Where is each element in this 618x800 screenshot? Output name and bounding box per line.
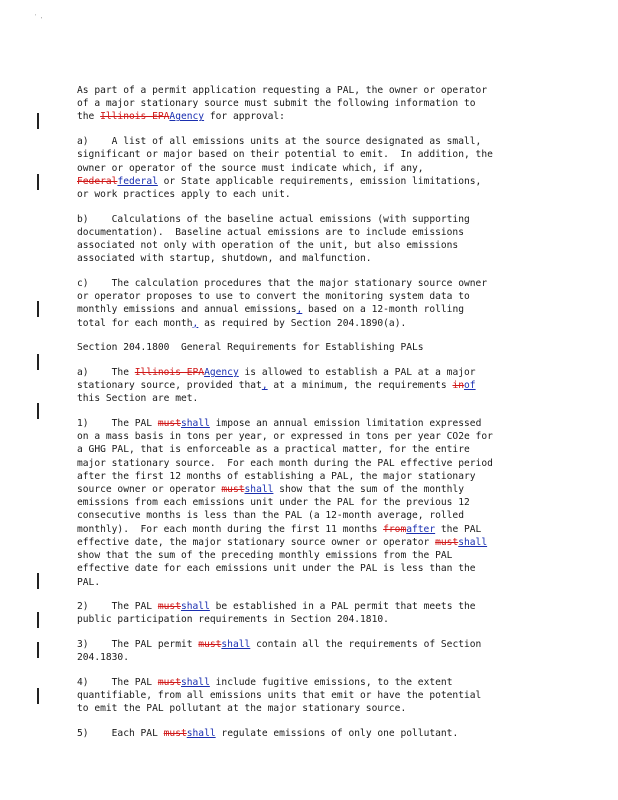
text-line [77, 84, 552, 97]
text-segment: to emit the PAL pollutant at the major stationary source. [77, 703, 407, 715]
text-segment: associated not only with operation of the unit, but also emissions [77, 240, 459, 252]
text-segment: quantifiable, from all emissions units that emit or have the potential [77, 690, 482, 702]
text-segment: show that the sum of the monthly [273, 484, 465, 496]
text-line [77, 536, 552, 549]
inserted-text: shall [180, 418, 210, 430]
text-line [77, 470, 552, 483]
text-segment: or operator proposes to use to convert the monitoring system data to [77, 291, 470, 303]
text-line [77, 549, 552, 562]
text-line [77, 303, 552, 316]
text-segment: impose an annual emission limitation expressed [209, 418, 482, 430]
text-segment: include fugitive emissions, to the extent [209, 677, 453, 689]
paragraph [77, 84, 552, 124]
text-line [77, 213, 552, 226]
text-line [77, 239, 552, 252]
change-bar [37, 612, 39, 628]
text-segment: show that the sum of the preceding monthly emissions from the PAL [77, 550, 453, 562]
inserted-text: shall [458, 536, 488, 548]
text-segment: documentation). Baseline actual emissions are to include emissions [77, 226, 464, 238]
text-segment: for approval: [204, 111, 285, 123]
text-segment: PAL. [77, 576, 101, 588]
text-segment: c) The calculation procedures that the major stationary source owner [77, 277, 488, 289]
text-segment: significant or major based on their potential to emit. In addition, the [77, 149, 493, 161]
text-line [77, 135, 552, 148]
change-bar [37, 573, 39, 589]
deleted-text: from [383, 523, 407, 535]
text-line [77, 97, 552, 110]
change-bar [37, 301, 39, 317]
text-segment: effective date for each emissions unit under the PAL is less than the [77, 563, 476, 575]
text-segment: after the first 12 months of establishing a PAL, the major stationary [77, 470, 476, 482]
text-segment: a) A list of all emissions units at the source designated as small, [77, 136, 482, 148]
text-line [77, 162, 552, 175]
text-segment: associated with startup, shutdown, and malfunction. [77, 253, 372, 265]
text-segment: 4) The PAL [77, 677, 158, 689]
paragraph [77, 366, 552, 406]
inserted-text: shall [221, 639, 251, 651]
text-segment: stationary source, provided that [77, 380, 262, 392]
text-line [77, 226, 552, 239]
text-segment: be established in a PAL permit that meets the [209, 601, 476, 613]
text-segment: regulate emissions of only one pollutant. [215, 728, 459, 740]
text-line [77, 379, 552, 392]
deleted-text: must [157, 677, 181, 689]
text-segment: as required by Section 204.1890(a). [198, 317, 407, 329]
text-line [77, 148, 552, 161]
paragraph [77, 676, 552, 716]
text-line [77, 651, 552, 664]
inserted-text: , [261, 380, 268, 392]
text-segment: is allowed to establish a PAL at a major [238, 366, 476, 378]
text-segment: or work practices apply to each unit. [77, 188, 291, 200]
text-segment: 2) The PAL [77, 601, 158, 613]
text-segment: public participation requirements in Section 204.1810. [77, 614, 389, 626]
deleted-text: must [163, 728, 187, 740]
inserted-text: of [464, 380, 476, 392]
text-segment: source owner or operator [77, 484, 222, 496]
text-segment: monthly emissions and annual emissions [77, 304, 297, 316]
text-line [77, 523, 552, 536]
text-segment: total for each month [77, 317, 193, 329]
text-segment: 3) The PAL permit [77, 639, 199, 651]
text-line [77, 509, 552, 522]
text-line [77, 457, 552, 470]
text-segment: 204.1830. [77, 652, 129, 664]
text-line [77, 252, 552, 265]
text-line [77, 317, 552, 330]
text-line [77, 727, 552, 740]
text-segment: or State applicable requirements, emission limitations, [157, 175, 482, 187]
corner-marks: ' , [34, 14, 44, 20]
paragraph [77, 638, 552, 664]
text-segment: 5) Each PAL [77, 728, 164, 740]
text-line [77, 341, 552, 354]
paragraph [77, 213, 552, 266]
text-segment: As part of a permit application requesting a PAL, the owner or operator [77, 85, 488, 96]
change-bar [37, 688, 39, 704]
text-line [77, 702, 552, 715]
text-segment: based on a 12-month rolling [302, 304, 465, 316]
text-segment: of a major stationary source must submit the following information to [77, 98, 476, 110]
change-bar [37, 113, 39, 129]
text-segment: emissions from each emissions unit under the PAL for the previous 12 [77, 497, 470, 509]
deleted-text: must [157, 418, 181, 430]
paragraph [77, 277, 552, 330]
text-segment: on a mass basis in tons per year, or expressed in tons per year CO2e for [77, 431, 493, 443]
deleted-text: must [221, 484, 245, 496]
text-segment: a GHG PAL, that is enforceable as a practical matter, for the entire [77, 444, 470, 456]
inserted-text: after [406, 523, 436, 535]
document-body [77, 84, 552, 752]
text-segment: Section 204.1800 General Requirements for Establishing PALs [77, 342, 424, 354]
text-line [77, 676, 552, 689]
deleted-text: Illinois EPA [100, 111, 170, 123]
change-bar [37, 642, 39, 658]
text-line [77, 689, 552, 702]
inserted-text: , [192, 317, 199, 329]
deleted-text: must [198, 639, 222, 651]
text-line [77, 576, 552, 589]
text-line [77, 175, 552, 188]
text-segment: contain all the requirements of Section [250, 639, 482, 651]
deleted-text: Illinois EPA [134, 366, 205, 378]
text-segment: a) The [77, 366, 135, 378]
text-line [77, 600, 552, 613]
text-segment: monthly). For each month during the first 11 months [77, 523, 384, 535]
text-line [77, 417, 552, 430]
inserted-text: shall [244, 484, 274, 496]
text-segment: the PAL [435, 523, 482, 535]
text-line [77, 277, 552, 290]
text-segment: effective date, the major stationary source owner or operator [77, 536, 436, 548]
inserted-text: federal [117, 175, 158, 187]
deleted-text: must [435, 536, 459, 548]
inserted-text: shall [180, 677, 210, 689]
change-bar [37, 403, 39, 419]
text-line [77, 638, 552, 651]
inserted-text: , [296, 304, 303, 316]
deleted-text: must [157, 601, 181, 613]
text-line [77, 562, 552, 575]
text-segment: b) Calculations of the baseline actual emissions (with supporting [77, 213, 470, 225]
text-line [77, 188, 552, 201]
paragraph [77, 727, 552, 740]
paragraph [77, 417, 552, 589]
inserted-text: shall [180, 601, 210, 613]
text-line [77, 430, 552, 443]
text-segment: 1) The PAL [77, 418, 158, 430]
paragraph [77, 600, 552, 626]
deleted-text: in [452, 380, 465, 392]
text-segment: consecutive months is less than the PAL (a 12-month average, rolled [77, 510, 464, 522]
text-segment: major stationary source. For each month during the PAL effective period [77, 457, 493, 469]
paragraph [77, 341, 552, 354]
text-line [77, 392, 552, 405]
text-line [77, 496, 552, 509]
text-segment: owner or operator of the source must indicate which, if any, [77, 162, 424, 174]
text-segment: this Section are met. [77, 393, 199, 405]
text-line [77, 366, 552, 379]
text-line [77, 443, 552, 456]
inserted-text: Agency [169, 111, 205, 123]
change-bar [37, 354, 39, 370]
text-line [77, 110, 552, 123]
deleted-text: Federal [77, 175, 118, 187]
change-bar [37, 174, 39, 190]
text-segment: at a minimum, the requirements [267, 380, 453, 392]
text-line [77, 290, 552, 303]
text-segment: the [77, 111, 101, 123]
text-line [77, 483, 552, 496]
text-line [77, 613, 552, 626]
inserted-text: shall [186, 728, 216, 740]
inserted-text: Agency [204, 366, 239, 378]
paragraph [77, 135, 552, 201]
